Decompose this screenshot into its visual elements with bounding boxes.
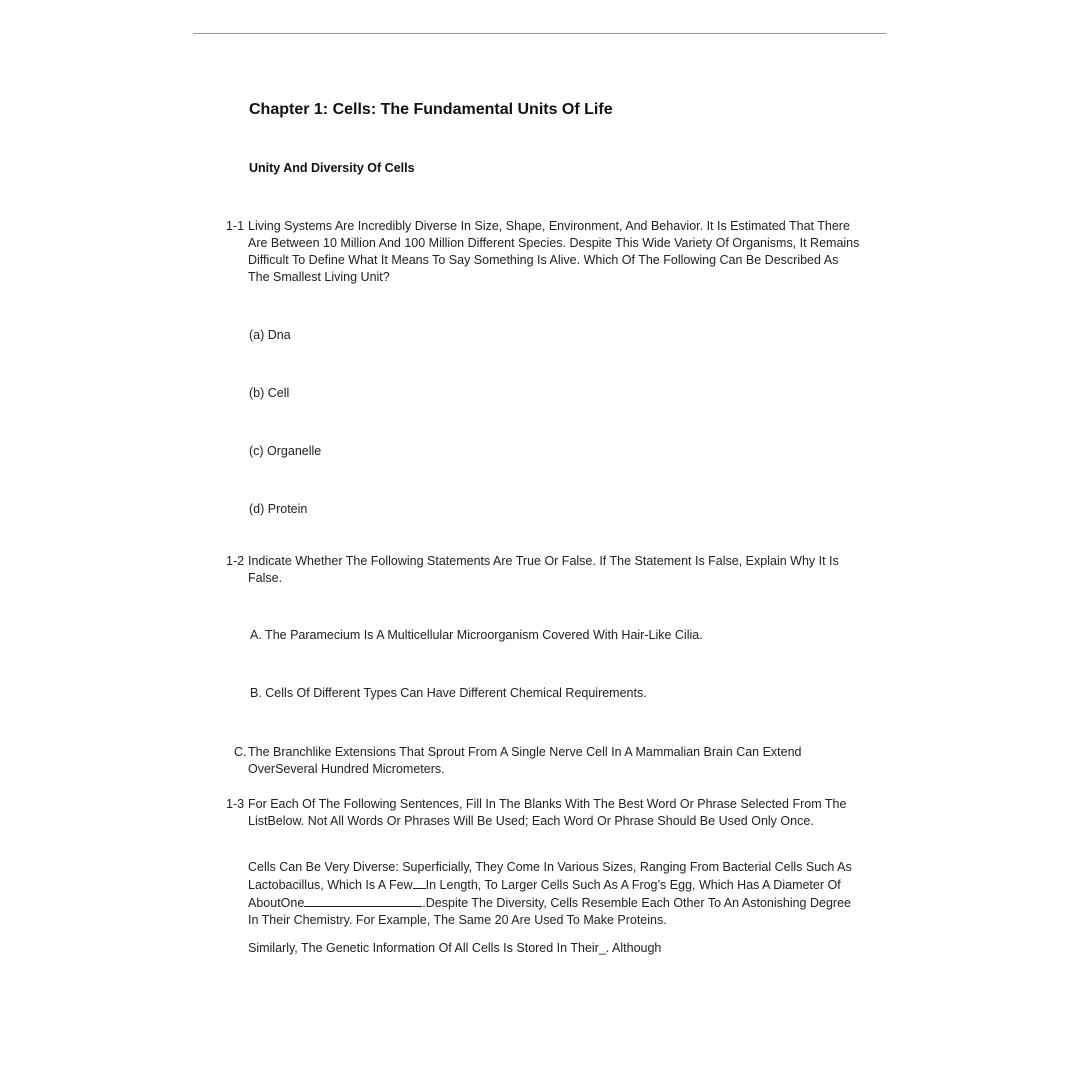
blank-1 xyxy=(413,876,426,889)
page-top-rule xyxy=(193,33,886,34)
question-1-2-number: 1-2 xyxy=(226,554,245,568)
option-b: (b) Cell xyxy=(249,386,290,400)
blank-2 xyxy=(304,894,422,907)
chapter-title: Chapter 1: Cells: The Fundamental Units Of Life xyxy=(249,101,613,118)
question-1-2-text: Indicate Whether The Following Statements Are True Or False. If The Statement Is False, Explain Why It Is False. xyxy=(248,554,839,585)
option-d: (d) Protein xyxy=(249,502,308,516)
question-1-3-text: For Each Of The Following Sentences, Fill In The Blanks With The Best Word Or Phrase Selected From The ListBelow. Not All Words Or Phrases Will Be Used; Each Word Or Phrase Should Be Used Only Once. xyxy=(248,797,847,828)
question-1-1-text: Living Systems Are Incredibly Diverse In Size, Shape, Environment, And Behavior. It Is Estimated That There Are Between 10 Million And 100 Million Different Species. Despite This Wide Variety Of Organisms, It Remains Difficult To Define What It Means To Say Something Is Alive. Which Of The Following Can Be Described As The Smallest Living Unit? xyxy=(248,219,860,284)
option-c: (c) Organelle xyxy=(249,444,322,458)
section-title: Unity And Diversity Of Cells xyxy=(249,161,415,175)
option-a: (a) Dna xyxy=(249,328,291,342)
statement-c-text: The Branchlike Extensions That Sprout From A Single Nerve Cell In A Mammalian Brain Can Extend OverSeveral Hundred Micrometers. xyxy=(248,745,802,776)
question-1-1-number: 1-1 xyxy=(226,219,245,233)
paragraph-1-part-3: .Despite The Diversity, Cells Resemble Each Other To An Astonishing Degree In Their Chemistry. For Example, The Same 20 Are Used To Make Proteins. xyxy=(248,896,851,927)
statement-b: B. Cells Of Different Types Can Have Different Chemical Requirements. xyxy=(250,686,647,700)
question-1-3-number: 1-3 xyxy=(226,797,245,811)
statement-c-label: C. xyxy=(234,745,247,759)
paragraph-1-part-2: In Length, To Larger Cells Such As A Frog’s Egg, Which Has A Diameter Of AboutOne xyxy=(248,878,841,910)
fill-in-paragraph-1 xyxy=(248,859,860,929)
statement-a: A. The Paramecium Is A Multicellular Microorganism Covered With Hair-Like Cilia. xyxy=(250,628,703,642)
paragraph-1-part-1: Cells Can Be Very Diverse: Superficially, They Come In Various Sizes, Ranging From Bacterial Cells Such As Lactobacillus, Which Is A Few xyxy=(248,860,852,892)
fill-in-paragraph-2: Similarly, The Genetic Information Of All Cells Is Stored In Their_. Although xyxy=(248,941,662,955)
